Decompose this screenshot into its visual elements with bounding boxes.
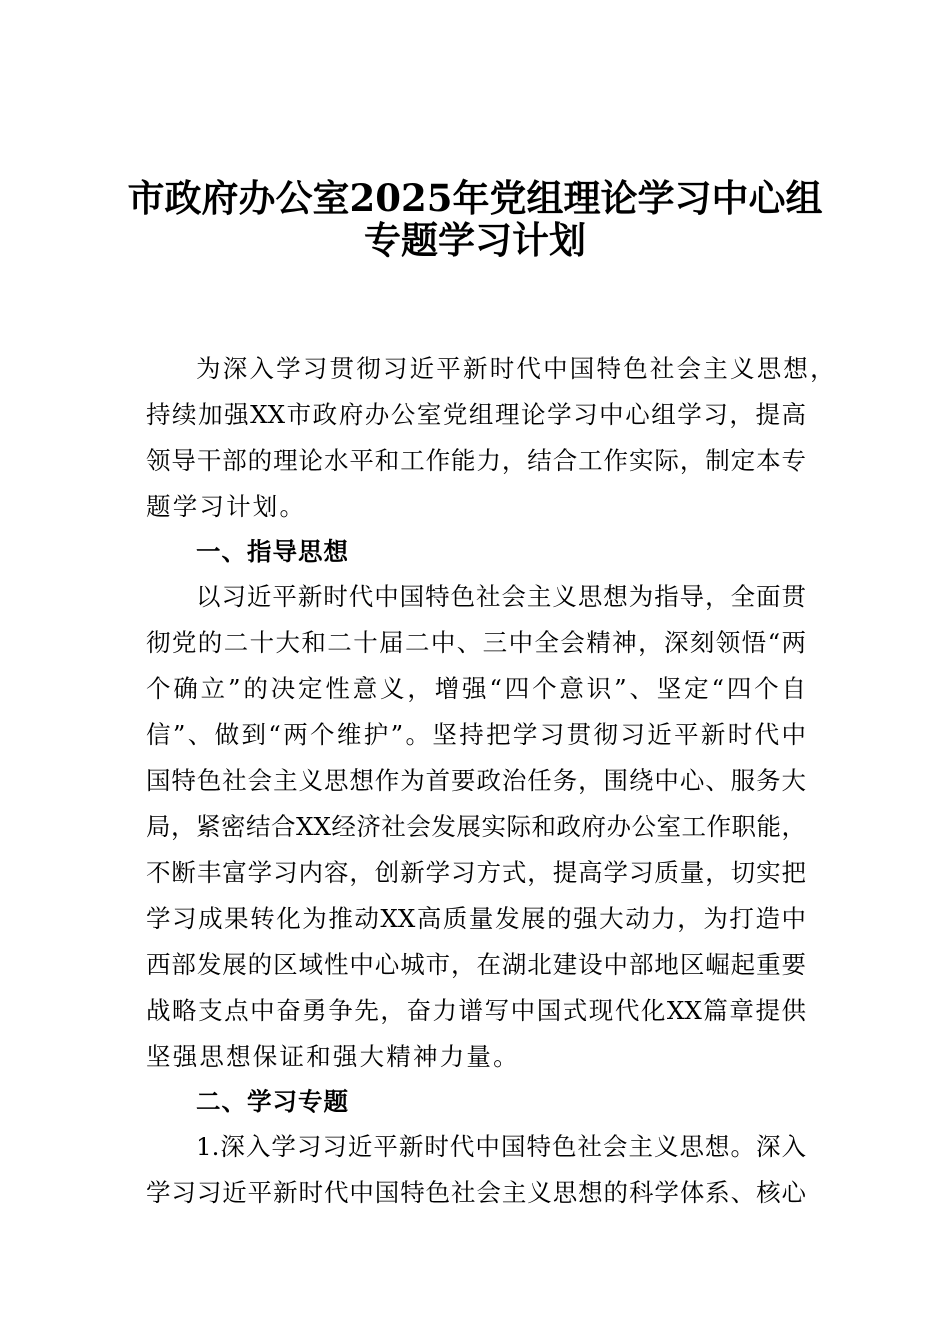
paragraph-line: 学习习近平新时代中国特色社会主义思想的科学体系、核心 <box>146 1178 806 1207</box>
section-heading: 二、学习专题 <box>196 1087 349 1116</box>
document-title-line-1: 市政府办公室2025年党组理论学习中心组 <box>127 176 823 220</box>
paragraph-line: 彻党的二十大和二十届二中、三中全会精神，深刻领悟“两 <box>146 628 806 657</box>
paragraph-line: 战略支点中奋勇争先，奋力谱写中国式现代化XX篇章提供 <box>146 996 806 1025</box>
paragraph-line: 坚强思想保证和强大精神力量。 <box>146 1042 520 1071</box>
paragraph-line: 学习成果转化为推动XX高质量发展的强大动力，为打造中 <box>146 904 806 933</box>
paragraph-line: 西部发展的区域性中心城市，在湖北建设中部地区崛起重要 <box>146 950 806 979</box>
paragraph-line: 以习近平新时代中国特色社会主义思想为指导，全面贯 <box>196 582 806 611</box>
paragraph-line: 局，紧密结合XX经济社会发展实际和政府办公室工作职能， <box>146 812 806 841</box>
paragraph-line: 信”、做到“两个维护”。坚持把学习贯彻习近平新时代中 <box>146 720 806 749</box>
section-heading: 一、指导思想 <box>196 537 349 566</box>
paragraph-line: 领导干部的理论水平和工作能力，结合工作实际，制定本专 <box>146 446 806 475</box>
paragraph-line: 国特色社会主义思想作为首要政治任务，围绕中心、服务大 <box>146 766 806 795</box>
document-title-line-2: 专题学习计划 <box>364 218 586 262</box>
paragraph-line: 个确立”的决定性意义，增强“四个意识”、坚定“四个自 <box>146 674 806 703</box>
paragraph-line: 持续加强XX市政府办公室党组理论学习中心组学习，提高 <box>146 400 806 429</box>
paragraph-line: 为深入学习贯彻习近平新时代中国特色社会主义思想， <box>196 354 837 383</box>
paragraph-line: 1.深入学习习近平新时代中国特色社会主义思想。深入 <box>196 1132 806 1161</box>
paragraph-line: 题学习计划。 <box>146 492 307 521</box>
paragraph-line: 不断丰富学习内容，创新学习方式，提高学习质量，切实把 <box>146 858 806 887</box>
